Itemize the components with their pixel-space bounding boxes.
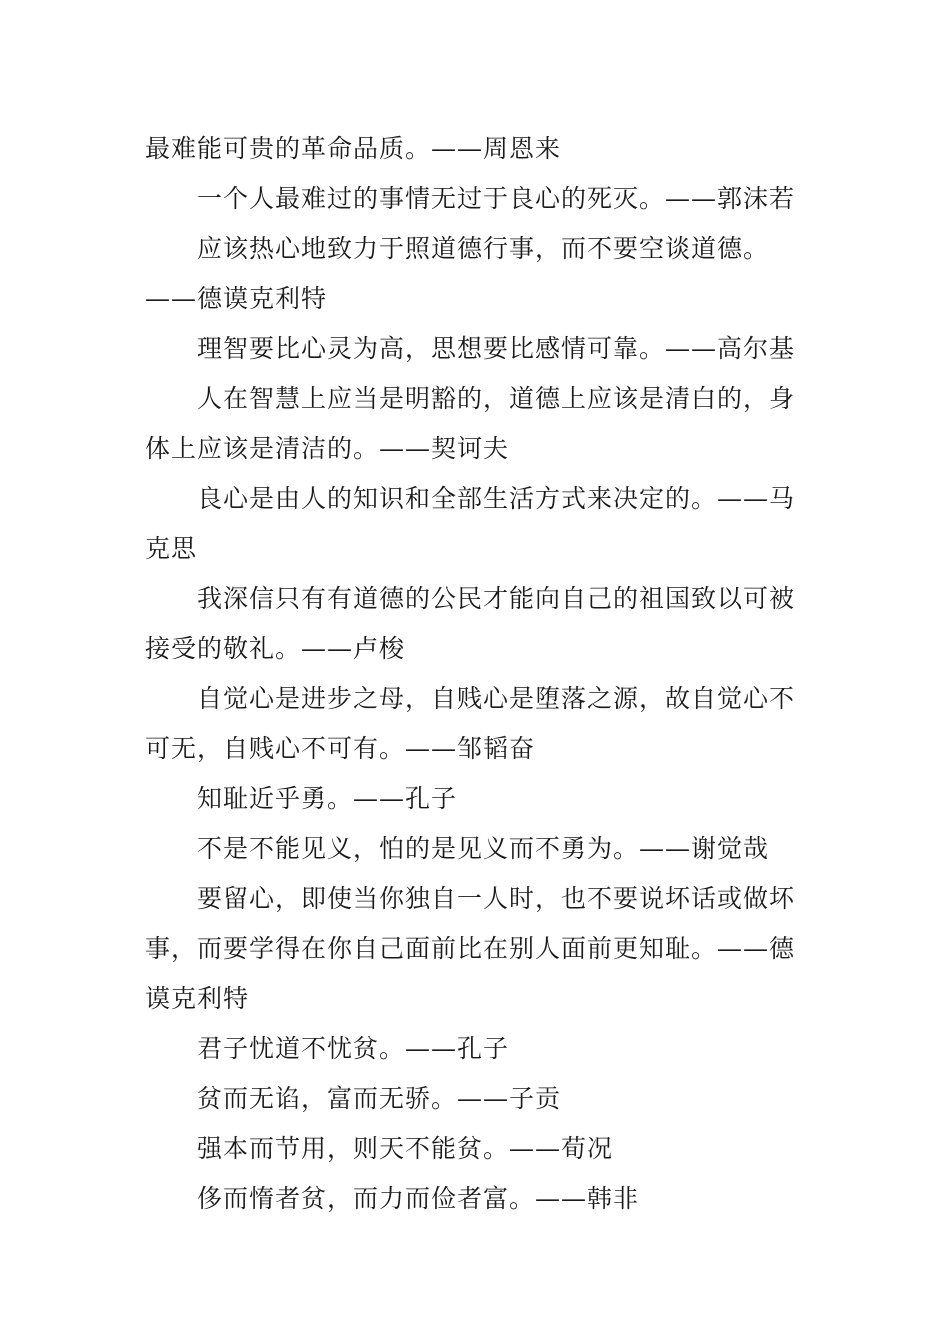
quote-list xyxy=(145,124,810,1224)
quote-paragraph: 人在智慧上应当是明豁的，道德上应该是清白的，身体上应该是清洁的。——契诃夫 xyxy=(145,384,796,463)
quote-paragraph: 君子忧道不忧贫。——孔子 xyxy=(197,1034,510,1063)
quote-paragraph: 知耻近乎勇。——孔子 xyxy=(197,784,458,813)
quote-paragraph: 自觉心是进步之母，自贱心是堕落之源，故自觉心不可无，自贱心不可有。——邹韬奋 xyxy=(145,684,796,763)
quote-paragraph: 最难能可贵的革命品质。——周恩来 xyxy=(145,134,562,163)
quote-paragraph: 理智要比心灵为高，思想要比感情可靠。——高尔基 xyxy=(197,334,796,363)
quote-paragraph: 不是不能见义，怕的是见义而不勇为。——谢觉哉 xyxy=(197,834,770,863)
quote-paragraph: 良心是由人的知识和全部生活方式来决定的。——马克思 xyxy=(145,484,796,563)
quote-paragraph: 一个人最难过的事情无过于良心的死灭。——郭沫若 xyxy=(197,184,796,213)
quote-paragraph: 我深信只有有道德的公民才能向自己的祖国致以可被接受的敬礼。——卢梭 xyxy=(145,584,796,663)
quote-paragraph: 贫而无谄，富而无骄。——子贡 xyxy=(197,1084,562,1113)
quote-paragraph: 应该热心地致力于照道德行事，而不要空谈道德。——德谟克利特 xyxy=(145,234,770,313)
quote-paragraph: 侈而惰者贫，而力而俭者富。——韩非 xyxy=(197,1184,640,1213)
quote-paragraph: 要留心，即使当你独自一人时，也不要说坏话或做坏事，而要学得在你自己面前比在别人面前更知耻。——德谟克利特 xyxy=(145,884,796,1013)
quote-paragraph: 强本而节用，则天不能贫。——荀况 xyxy=(197,1134,614,1163)
